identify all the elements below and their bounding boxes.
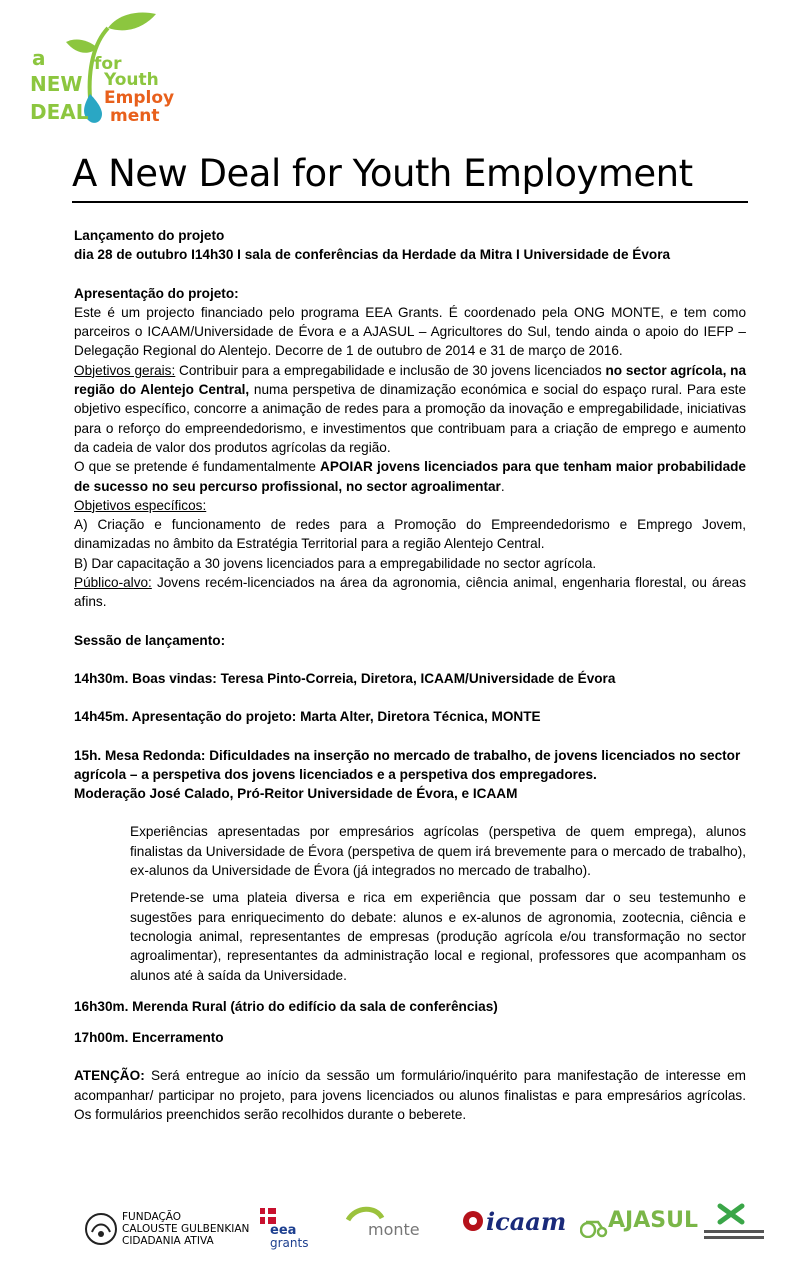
gulbenkian-logo [84, 1210, 254, 1250]
document-body [74, 226, 746, 1124]
roundtable-description-2: Pretende-se uma plateia diversa e rica em experiência que possam dar o seu testemunho e sugestões para enriquecimento do debate: alunos e ex-alunos de agronomia, zootecnia, ciência e tecnologia animal, representantes de empresas (produção agrícola e/ou transformação no sector agroalimentar), representantes da administração local e regional, professores que acompanham os alunos até à saída da Universidade. [130, 890, 746, 983]
ajasul-tractor-icon [580, 1212, 608, 1238]
iefp-emblem-icon [716, 1202, 746, 1226]
attention-text: Será entregue ao início da sessão um formulário/inquérito para manifestação de interesse em acompanhar/ participar no projeto, para jovens licenciados ou alunos finalistas e para empresários agrícolas. Os formulários preenchidos serão recolhidos durante o beberete. [74, 1068, 746, 1122]
session-heading: Sessão de lançamento: [74, 632, 226, 648]
iefp-logo [700, 1202, 770, 1248]
roundtable-description-1: Experiências apresentadas por empresários agrícolas (perspetiva de quem emprega), alunos finalistas da Universidade de Évora (perspetiva de quem irá brevemente para o mercado de trabalho), ex-alunos da Universidade de Évora (já integrados no mercado de trabalho). [130, 824, 746, 879]
project-logo [28, 8, 178, 136]
goal-text: O que se pretende é fundamentalmente [74, 459, 320, 475]
launch-details: dia 28 de outubro I14h30 I sala de conferências da Herdade da Mitra I Universidade de Évora [74, 247, 671, 263]
eea-flag-icon [260, 1208, 276, 1224]
logo-word-new: NEW [30, 72, 83, 96]
eea-grants-logo [258, 1206, 318, 1250]
attention-note [74, 1066, 746, 1124]
logo-word-employ: Employ [104, 88, 175, 108]
ajasul-logo [580, 1208, 698, 1248]
specific-objective-b: B) Dar capacitação a 30 jovens licenciados para a empregabilidade no sector agrícola. [74, 555, 597, 571]
target-audience-label: Público-alvo: [74, 575, 152, 591]
general-objectives-bold: no sector agrícola, na região do Alentejo Central, [74, 362, 746, 398]
icaam-emblem-icon [462, 1210, 484, 1232]
ajasul-text: AJASUL [608, 1208, 698, 1233]
goal-end: . [500, 478, 505, 494]
iefp-caption-bar [704, 1230, 764, 1233]
specific-objective-a: A) Criação e funcionamento de redes para a Promoção do Empreendedorismo e Emprego Jovem, dinamizadas no âmbito da Estratégia Territorial para a região Alentejo Central. [74, 517, 746, 552]
attention-label: ATENÇÃO: [74, 1068, 145, 1084]
general-objectives-text-a: Contribuir para a empregabilidade e inclusão de 30 jovens licenciados [175, 362, 606, 378]
target-audience [74, 573, 746, 612]
monte-logo [346, 1204, 436, 1248]
logo-word-for: for [94, 54, 122, 74]
general-objectives [74, 361, 746, 457]
agenda-item-closing: 17h00m. Encerramento [74, 1030, 224, 1046]
logo-word-deal: DEAL [30, 100, 89, 124]
general-objectives-label: Objetivos gerais: [74, 362, 176, 378]
launch-heading: Lançamento do projeto [74, 228, 225, 243]
eea-text: eea [270, 1223, 297, 1238]
agenda-item-snack: 16h30m. Merenda Rural (átrio do edifício da sala de conferências) [74, 998, 498, 1014]
general-objectives-text-b: numa perspetiva de dinamização económica e social do espaço rural. Para este objetivo específico, concorre a animação de redes para a promoção da inovação e empregabilidade, iniciativas para o reforço do empreendedorismo, e investimentos que contribuam para a criação de emprego e aumento da cadeia de valor dos produtos agrícolas da região. [74, 382, 746, 455]
presentation-heading: Apresentação do projeto: [74, 285, 239, 301]
agenda-item-presentation: 14h45m. Apresentação do projeto: Marta Alter, Diretora Técnica, MONTE [74, 709, 541, 725]
agenda-item-moderation: Moderação José Calado, Pró-Reitor Universidade de Évora, e ICAAM [74, 786, 518, 802]
gulbenkian-line-3: CIDADANIA ATIVA [122, 1235, 214, 1247]
gulbenkian-line-1: FUNDAÇÃO [122, 1211, 182, 1223]
gulbenkian-emblem-icon [84, 1212, 118, 1246]
goal-statement [74, 457, 746, 496]
logo-word-ment: ment [110, 106, 160, 126]
partner-logos [0, 1190, 800, 1260]
monte-text: monte [368, 1220, 420, 1239]
specific-objectives-label: Objetivos específicos: [74, 497, 207, 513]
target-audience-text: Jovens recém-licenciados na área da agronomia, ciência animal, engenharia florestal, ou áreas afins. [74, 575, 746, 610]
agenda-item-roundtable: 15h. Mesa Redonda: Dificuldades na inserção no mercado de trabalho, de jovens licenciados no sector agrícola – a perspetiva dos jovens licenciados e a perspetiva dos empregadores. [74, 747, 741, 782]
goal-bold: APOIAR jovens licenciados para que tenham maior probabilidade de sucesso no seu percurso profissional, no sector agroalimentar [74, 459, 746, 494]
logo-word-youth: Youth [104, 70, 159, 90]
agenda-item-welcome: 14h30m. Boas vindas: Teresa Pinto-Correia, Diretora, ICAAM/Universidade de Évora [74, 670, 616, 686]
grants-text: grants [270, 1236, 309, 1250]
logo-word-a: a [32, 46, 46, 70]
iefp-caption-bar-2 [704, 1236, 764, 1239]
presentation-intro: Este é um projecto financiado pelo programa EEA Grants. É coordenado pela ONG MONTE, e tem como parceiros o ICAAM/Universidade de Évora e a AJASUL – Agricultores do Sul, tendo ainda o apoio do IEFP – Delegação Regional do Alentejo. Decorre de 1 de outubro de 2014 e 31 de março de 2016. [74, 304, 746, 359]
title-divider [72, 201, 748, 203]
icaam-logo [462, 1206, 572, 1246]
gulbenkian-line-2: CALOUSTE GULBENKIAN [122, 1223, 250, 1235]
page-title: A New Deal for Youth Employment [72, 152, 693, 195]
icaam-text: icaam [486, 1207, 567, 1236]
